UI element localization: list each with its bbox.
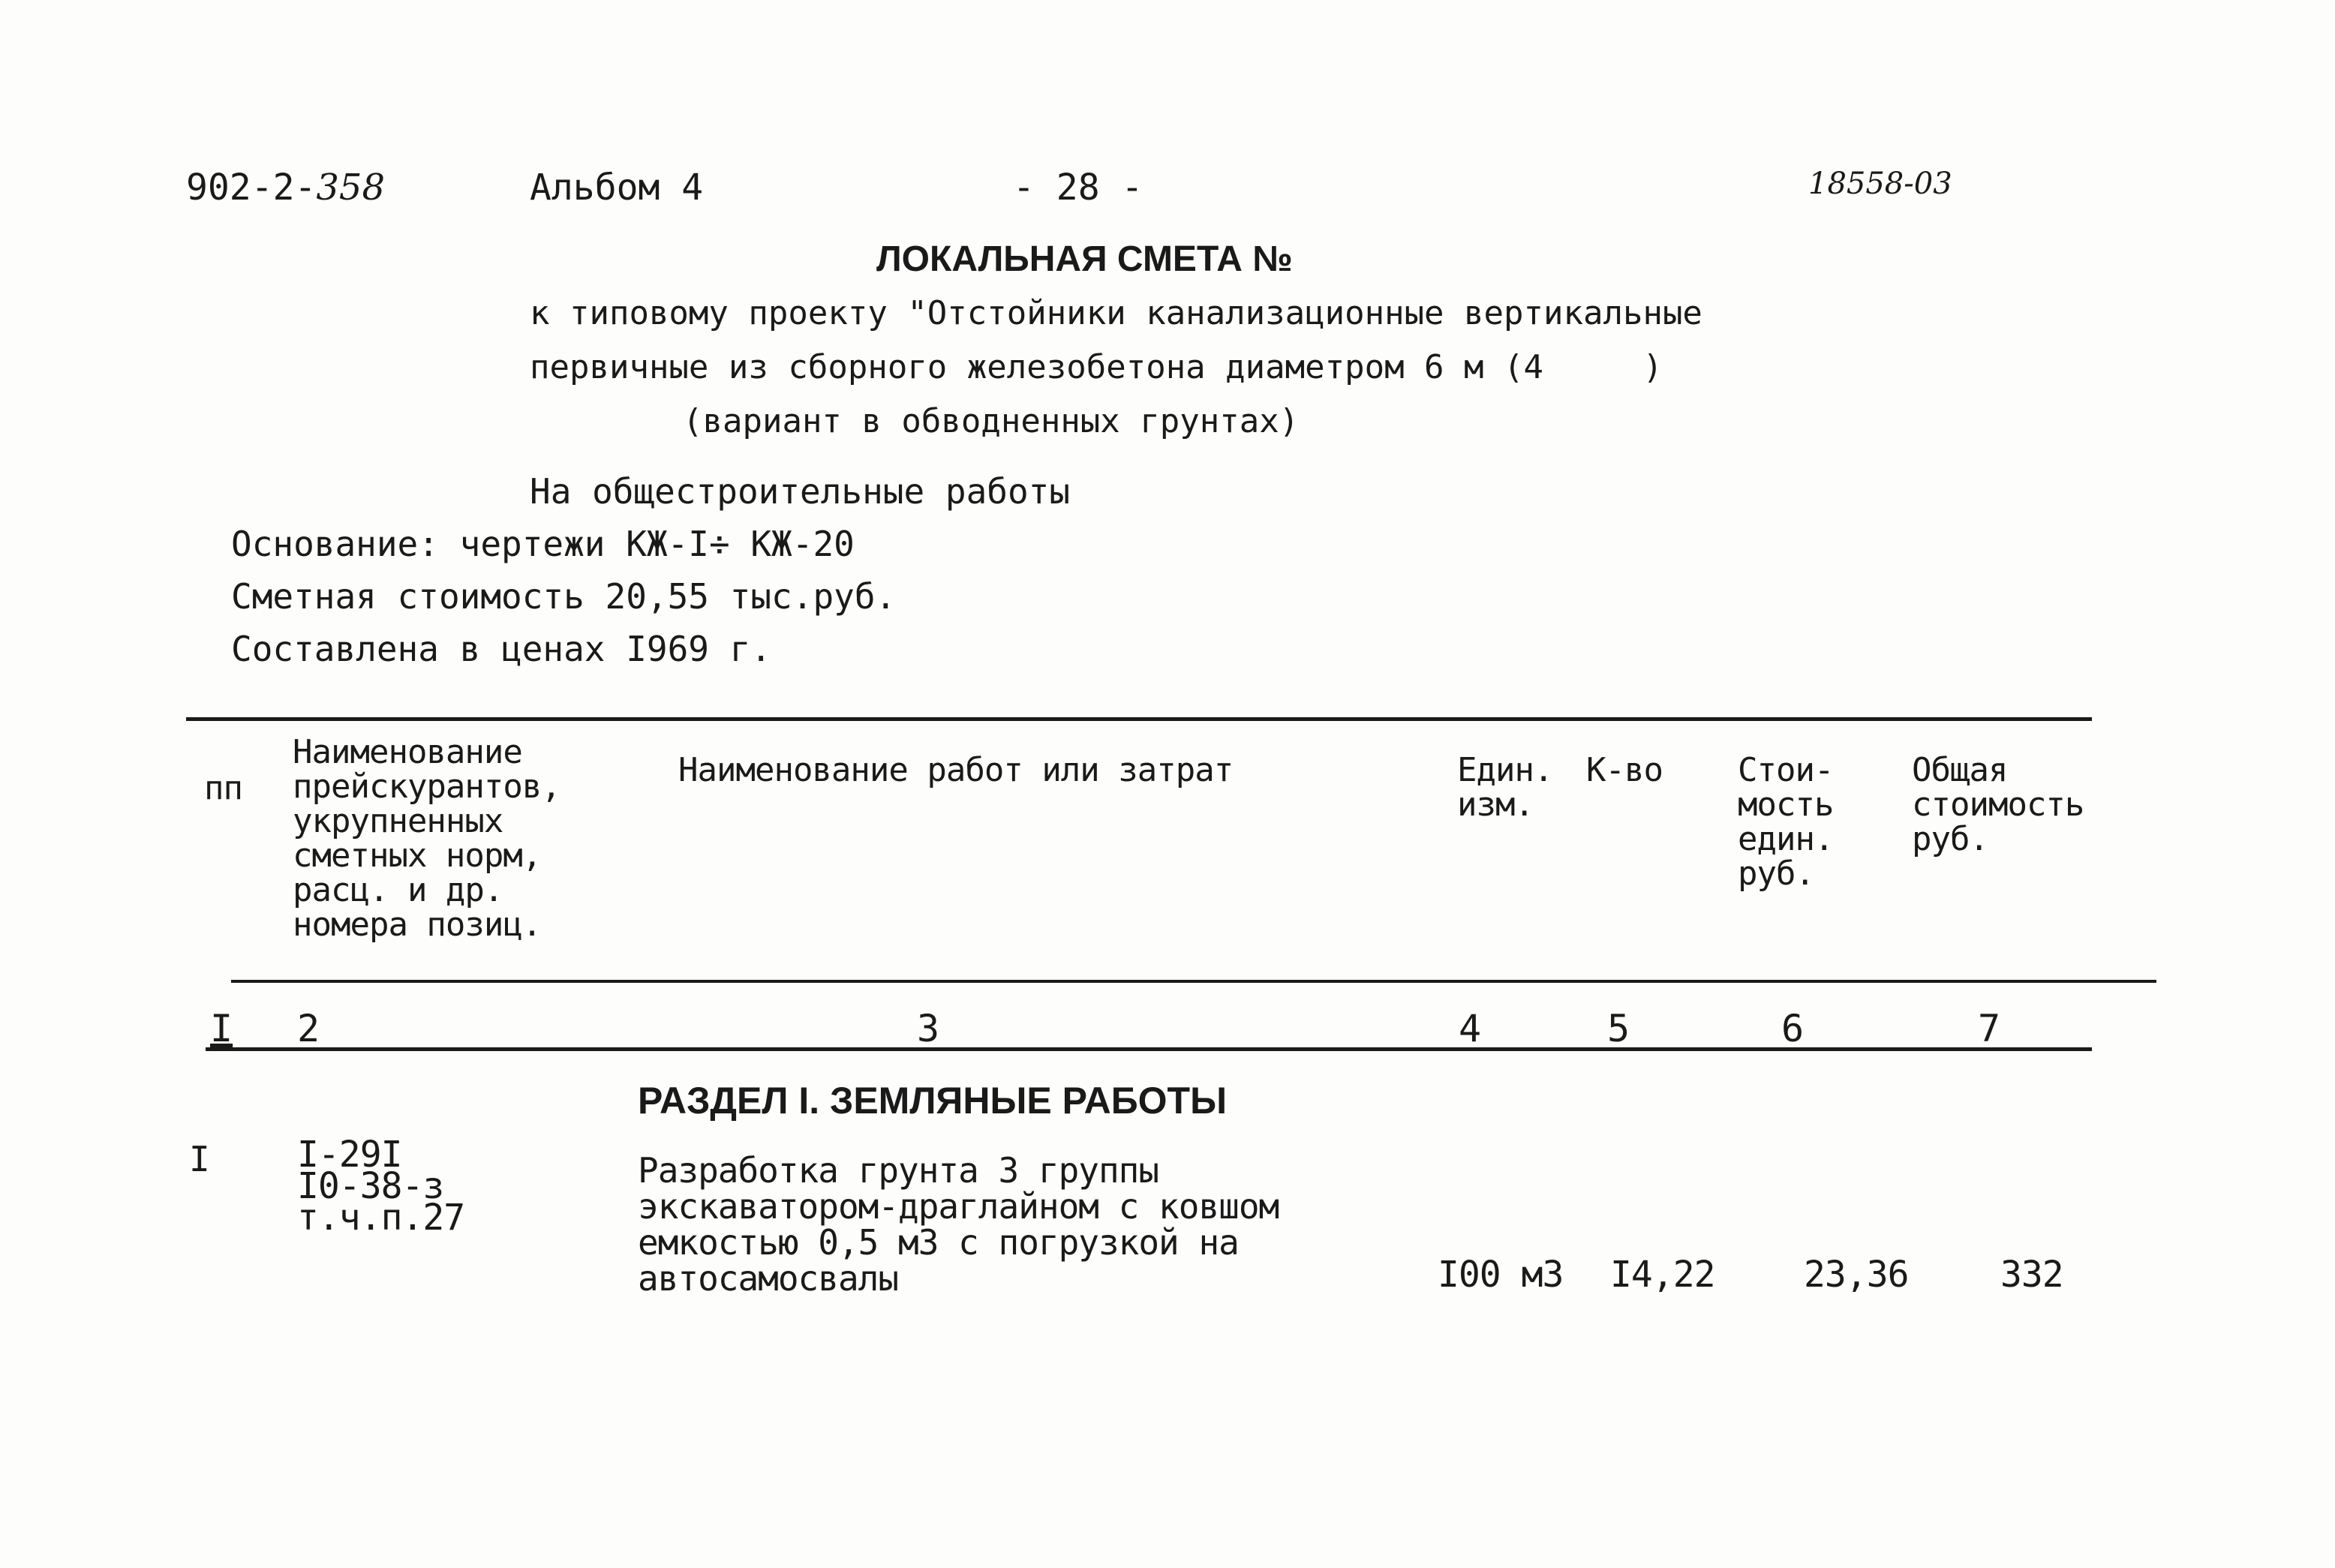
project-number-suffix: 358	[316, 167, 386, 209]
column-number-6: 6	[1781, 1007, 1805, 1050]
header-work-name: Наименование работ или затрат	[678, 751, 1234, 789]
column-numbers-rule	[206, 1047, 2092, 1051]
table-top-rule	[186, 717, 2092, 721]
estimated-cost-line: Сметная стоимость 20,55 тыс.руб.	[231, 576, 897, 617]
header-quantity: К-во	[1586, 751, 1663, 789]
header-total-cost: Общая стоимость руб.	[1912, 751, 2084, 858]
row-pp: I	[189, 1139, 209, 1179]
column-number-5: 5	[1607, 1007, 1630, 1050]
row-unit: I00 м3	[1438, 1254, 1564, 1296]
column-number-3: 3	[917, 1007, 940, 1050]
header-bottom-rule	[231, 980, 2156, 983]
title-line-2: первичные из сборного железобетона диаметром 6 м (4 )	[530, 348, 1663, 386]
section-title: РАЗДЕЛ I. ЗЕМЛЯНЫЕ РАБОТЫ	[638, 1080, 1228, 1122]
column-number-1: I	[210, 1007, 233, 1050]
row-unit-cost: 23,36	[1804, 1254, 1909, 1296]
row-quantity: I4,22	[1610, 1254, 1715, 1296]
page-number: - 28 -	[1013, 167, 1143, 209]
album-label: Альбом 4	[530, 167, 704, 209]
row-codes: I-29I I0-38-з т.ч.п.27	[297, 1134, 465, 1239]
header-unit-cost: Стои- мость един. руб.	[1738, 751, 1834, 893]
column-number-4: 4	[1459, 1007, 1482, 1050]
title-line-3: (вариант в обводненных грунтах)	[683, 402, 1300, 440]
header-unit: Един. изм.	[1457, 751, 1553, 824]
column-number-2: 2	[297, 1007, 320, 1050]
column-number-7: 7	[1978, 1007, 2001, 1050]
row-total-cost: 332	[2000, 1254, 2063, 1296]
prices-line: Составлена в ценах I969 г.	[231, 629, 772, 669]
project-number-prefix: 902-2-	[186, 167, 317, 209]
header-price-list-codes: Наименование прейскурантов, укрупненных сметных норм, расц. и др. номера позиц.	[293, 733, 560, 944]
row-description: Разработка грунта 3 группы экскаватором-драглайном с ковшом емкостью 0,5 м3 с погрузкой на автосамосвалы	[638, 1150, 1279, 1299]
title-line-1: к типовому проекту "Отстойники канализационные вертикальные	[530, 294, 1702, 332]
basis-line: Основание: чертежи КЖ-I÷ КЖ-20	[231, 524, 855, 564]
document-heading: ЛОКАЛЬНАЯ СМЕТА №	[876, 239, 1293, 279]
work-type: На общестроительные работы	[530, 471, 1071, 512]
header-pp: пп	[204, 769, 242, 807]
project-number	[186, 167, 385, 209]
handwritten-stamp: 18558-03	[1808, 167, 1952, 201]
